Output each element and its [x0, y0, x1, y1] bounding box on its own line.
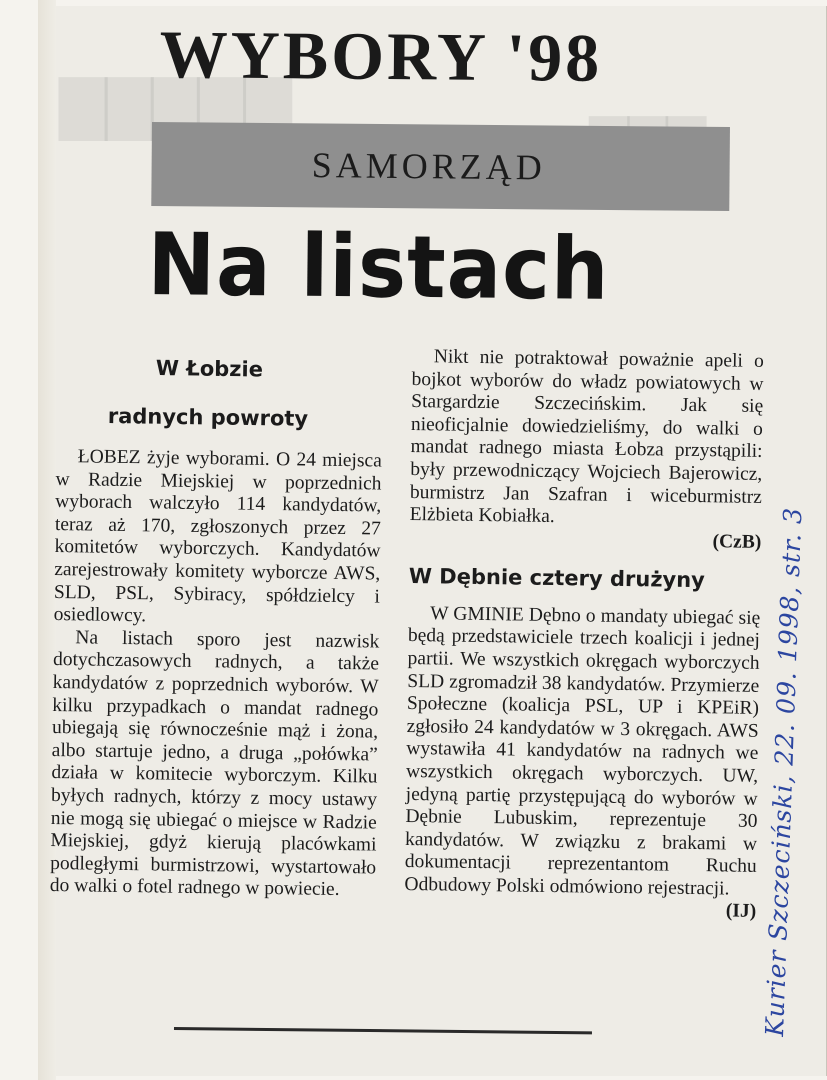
handwritten-source-note: Kurier Szczeciński, 22. 09. 1998, str. 3 [760, 506, 808, 1038]
headline: WYBORY '98 [159, 16, 603, 96]
author-signature: (IJ) [725, 900, 757, 923]
article-title: Na listach [147, 215, 611, 320]
section-heading-debno: W Dębnie cztery drużyny [408, 563, 706, 592]
author-signature: (CzB) [712, 530, 762, 553]
section-heading-lobez-line2: radnych powroty [107, 404, 309, 431]
left-column [50, 446, 382, 902]
paragraph: W GMINIE Dębno o mandaty ubiegać się będą przedstawiciele trzech koalicji i jednej partii. We wszystkich okręgach wyborczych SLD zgromadził 38 kandydatów. Przymierze Społeczne (koalicja PSL, UP i KPEiR) zgłosiło 24 kandydatów w 3 okręgach. AWS wystawiła 41 kandydatów na radnych we wszystkich okręgach wyborczych. UW, jedyną partię przystępującą do wyborów w Dębnie Lubuskim, reprezentuje 30 kandydatów. W związku z brakami w dokumentacji reprezentantom Ruchu Odbudowy Polski odmówiono rejestracji. [404, 603, 761, 900]
paragraph: Na listach sporo jest nazwisk dotychczasowych radnych, a także kandydatów z poprzednich wyborów. W kilku przypadkach o mandat radnego ubiegają się równocześnie mąż i żona, albo startuje jedno, a druga „połówka” działa w komitecie wyborczym. Kilku byłych radnych, którzy z mocy ustawy nie mogą się ubiegać o miejsce w Radzie Miejskiej, gdyż kierują placówkami podległymi burmistrzowi, wystartowało do walki o fotel radnego w powiecie. [49, 627, 380, 901]
section-heading-lobez-line1: W Łobzie [155, 356, 264, 382]
clipping-edge [38, 0, 56, 1080]
paragraph: Nikt nie potraktował poważnie apeli o bojkot wyborów do władz powiatowych w Stargardzie Szczecińskim. Jak się nieoficjalnie dowiedzieliśmy, do walki o mandat radnego miasta Łobza przystąpili: były przewodniczący Wojciech Bajerowicz, burmistrz Jan Szafran i wiceburmistrz Elżbieta Kobiałka. [409, 346, 764, 528]
right-column [404, 346, 764, 923]
paragraph: ŁOBEZ żyje wyborami. O 24 miejsca w Radzie Miejskiej w poprzednich wyborach walczyło 114 kandydatów, teraz aż 170, zgłoszonych przez 27 komitetów wyborczych. Kandydatów zarejestrowały komitety wyborcze AWS, SLD, PSL, Sybiracy, spółdzielcy i osiedlowcy. [53, 446, 382, 627]
subhead: SAMORZĄD [311, 144, 547, 188]
